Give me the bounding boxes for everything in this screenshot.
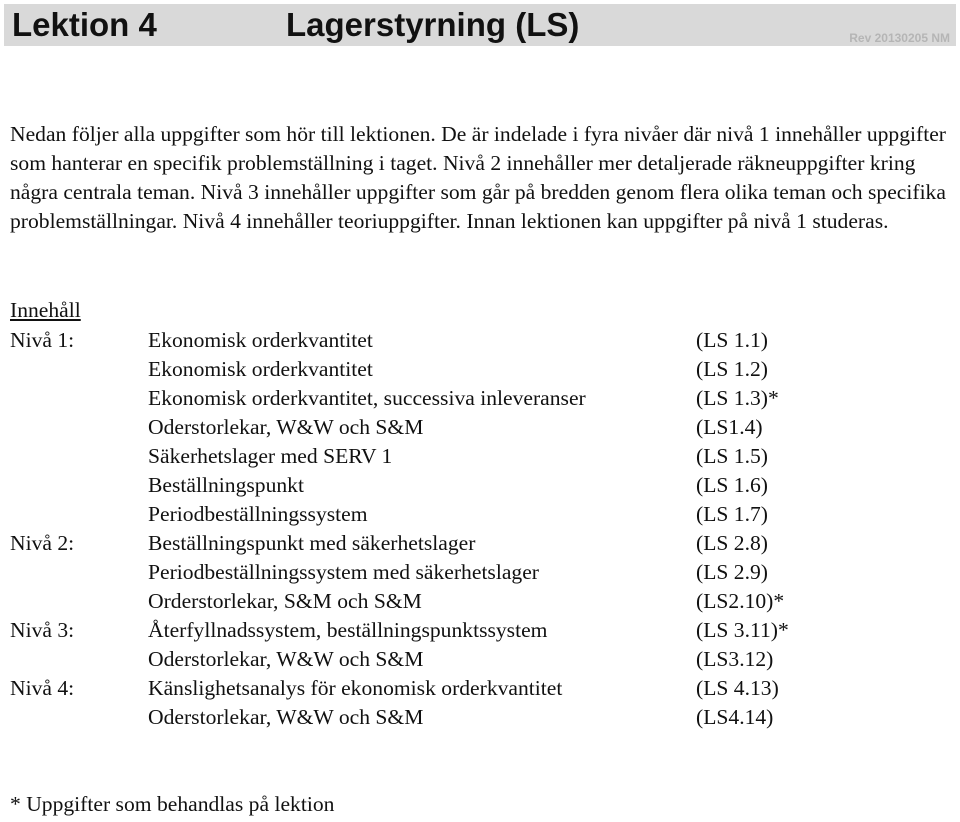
- toc-task-title: Oderstorlekar, W&W och S&M: [148, 647, 424, 671]
- toc-task-code: (LS 3.11)*: [696, 618, 789, 642]
- toc-task-code: (LS 2.8): [696, 531, 768, 555]
- toc-row: [10, 645, 950, 674]
- toc-row: [10, 442, 950, 471]
- toc-task-title: Oderstorlekar, W&W och S&M: [148, 415, 424, 439]
- toc-row: [10, 587, 950, 616]
- lesson-number: Lektion 4: [12, 6, 157, 43]
- toc-task-title: Återfyllnadssystem, beställningspunktssystem: [148, 618, 548, 642]
- toc-task-title: Ekonomisk orderkvantitet: [148, 357, 373, 381]
- toc-row: [10, 355, 950, 384]
- toc-level-label: Nivå 4:: [10, 676, 75, 700]
- toc-task-code: (LS4.14): [696, 705, 774, 729]
- toc-task-code: (LS 1.5): [696, 444, 768, 468]
- toc-task-title: Säkerhetslager med SERV 1: [148, 444, 393, 468]
- toc-row: [10, 703, 950, 732]
- toc-task-title: Orderstorlekar, S&M och S&M: [148, 589, 422, 613]
- toc-task-code: (LS 1.6): [696, 473, 768, 497]
- intro-paragraph: Nedan följer alla uppgifter som hör till lektionen. De är indelade i fyra nivåer där nivå 1 innehåller uppgifter som hanterar en specifik problemställning i taget. Nivå 2 innehåller mer detaljerade räkneuppgifter kring några centrala teman. Nivå 3 innehåller uppgifter som går på bredden genom flera olika teman och specifika problemställningar. Nivå 4 innehåller teoriuppgifter. Innan lektionen kan uppgifter på nivå 1 studeras.: [10, 122, 946, 233]
- toc-row: [10, 384, 950, 413]
- toc-heading: Innehåll: [10, 298, 81, 322]
- toc-task-title: Beställningspunkt: [148, 473, 304, 497]
- footnote: * Uppgifter som behandlas på lektion: [10, 792, 335, 816]
- toc-task-code: (LS1.4): [696, 415, 763, 439]
- toc-row: [10, 413, 950, 442]
- page-title: Lagerstyrning (LS): [286, 6, 580, 43]
- toc-task-code: (LS 1.2): [696, 357, 768, 381]
- toc-level-label: Nivå 2:: [10, 531, 75, 555]
- toc-row: [10, 558, 950, 587]
- toc-row: [10, 529, 950, 558]
- toc-task-title: Ekonomisk orderkvantitet, successiva inleveranser: [148, 386, 586, 410]
- toc-row: [10, 326, 950, 355]
- header-bar: [4, 4, 956, 46]
- toc-task-title: Periodbeställningssystem: [148, 502, 368, 526]
- toc-level-label: Nivå 1:: [10, 328, 75, 352]
- revision-label: Rev 20130205 NM: [849, 31, 950, 45]
- toc-task-title: Känslighetsanalys för ekonomisk orderkvantitet: [148, 676, 563, 700]
- toc-row: [10, 500, 950, 529]
- toc-row: [10, 616, 950, 645]
- toc-task-title: Beställningspunkt med säkerhetslager: [148, 531, 476, 555]
- toc-row: [10, 471, 950, 500]
- toc-task-code: (LS2.10)*: [696, 589, 785, 613]
- toc-task-title: Ekonomisk orderkvantitet: [148, 328, 373, 352]
- toc-task-code: (LS3.12): [696, 647, 774, 671]
- toc-task-code: (LS 1.3)*: [696, 386, 779, 410]
- toc-task-title: Oderstorlekar, W&W och S&M: [148, 705, 424, 729]
- toc-task-code: (LS 1.7): [696, 502, 768, 526]
- toc-task-code: (LS 4.13): [696, 676, 779, 700]
- toc-task-title: Periodbeställningssystem med säkerhetslager: [148, 560, 539, 584]
- toc-level-label: Nivå 3:: [10, 618, 75, 642]
- toc-row: [10, 674, 950, 703]
- toc-task-code: (LS 2.9): [696, 560, 768, 584]
- toc-task-code: (LS 1.1): [696, 328, 768, 352]
- toc-list: [10, 326, 950, 732]
